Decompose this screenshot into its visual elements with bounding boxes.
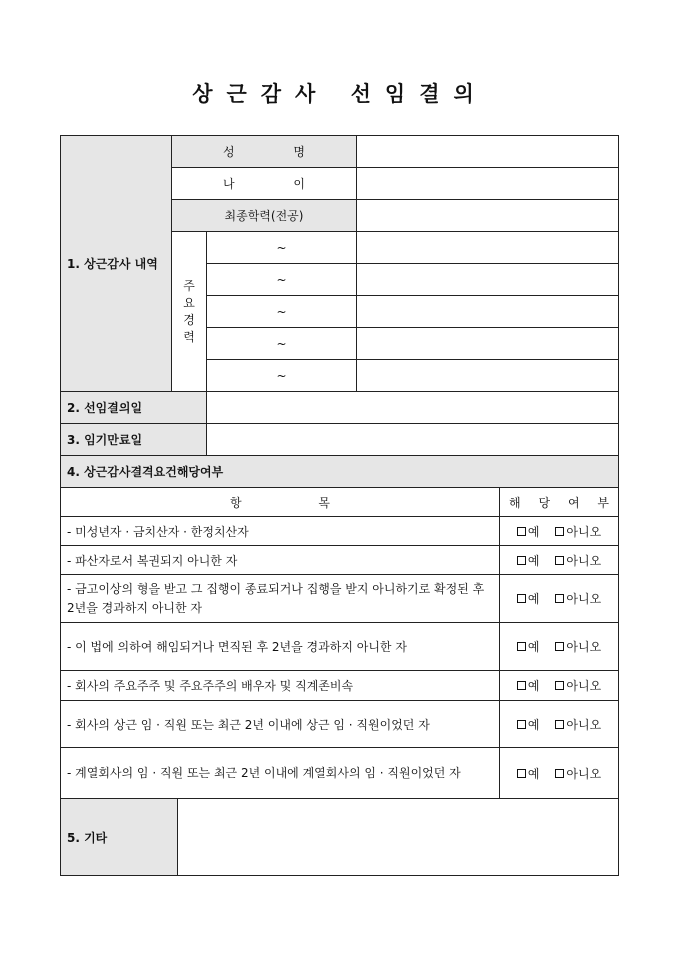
career-period: ~ <box>206 295 357 328</box>
career-detail <box>356 231 619 264</box>
name-label: 성 명 <box>171 135 357 168</box>
criteria-check <box>499 574 619 623</box>
criteria-check <box>499 700 619 748</box>
career-period: ~ <box>206 359 357 392</box>
criteria-check <box>499 747 619 799</box>
age-value <box>356 167 619 200</box>
career-detail <box>356 263 619 296</box>
col-applicable-header: 해 당 여 부 <box>499 487 619 517</box>
no-checkbox[interactable]: 아니오 <box>555 716 601 733</box>
section5-value <box>177 798 619 876</box>
yes-checkbox[interactable]: 예 <box>517 523 540 540</box>
no-checkbox[interactable]: 아니오 <box>555 765 601 782</box>
criteria-row: - 이 법에 의하여 해임되거나 면직된 후 2년을 경과하지 아니한 자 <box>60 622 500 671</box>
criteria-check <box>499 622 619 671</box>
yes-checkbox[interactable]: 예 <box>517 677 540 694</box>
section3-label: 3. 임기만료일 <box>60 423 207 456</box>
criteria-row: - 미성년자 · 금치산자 · 한정치산자 <box>60 516 500 546</box>
criteria-row: - 금고이상의 형을 받고 그 집행이 종료되거나 집행을 받지 아니하기로 확정된 후 2년을 경과하지 아니한 자 <box>60 574 500 623</box>
education-label: 최종학력(전공) <box>171 199 357 232</box>
section2-label: 2. 선임결의일 <box>60 391 207 424</box>
career-label: 주 요 경 력 <box>171 231 207 392</box>
career-period: ~ <box>206 263 357 296</box>
section3-value <box>206 423 619 456</box>
section2-value <box>206 391 619 424</box>
name-value <box>356 135 619 168</box>
no-checkbox[interactable]: 아니오 <box>555 523 601 540</box>
no-checkbox[interactable]: 아니오 <box>555 552 601 569</box>
col-item-header: 항 목 <box>60 487 500 517</box>
no-checkbox[interactable]: 아니오 <box>555 590 601 607</box>
criteria-check <box>499 670 619 701</box>
criteria-row: - 파산자로서 복권되지 아니한 자 <box>60 545 500 575</box>
yes-checkbox[interactable]: 예 <box>517 765 540 782</box>
yes-checkbox[interactable]: 예 <box>517 590 540 607</box>
document-title: 상근감사 선임결의 <box>192 81 488 106</box>
education-value <box>356 199 619 232</box>
criteria-row: - 회사의 주요주주 및 주요주주의 배우자 및 직계존비속 <box>60 670 500 701</box>
section1-label: 1. 상근감사 내역 <box>60 135 172 392</box>
criteria-row: - 계열회사의 임 · 직원 또는 최근 2년 이내에 계열회사의 임 · 직원이었던 자 <box>60 747 500 799</box>
no-checkbox[interactable]: 아니오 <box>555 638 601 655</box>
career-detail <box>356 295 619 328</box>
career-detail <box>356 327 619 360</box>
section5-label: 5. 기타 <box>60 798 178 876</box>
yes-checkbox[interactable]: 예 <box>517 638 540 655</box>
section4-label: 4. 상근감사결격요건해당여부 <box>60 455 619 488</box>
career-period: ~ <box>206 231 357 264</box>
yes-checkbox[interactable]: 예 <box>517 552 540 569</box>
criteria-check <box>499 516 619 546</box>
criteria-check <box>499 545 619 575</box>
career-period: ~ <box>206 327 357 360</box>
age-label: 나 이 <box>171 167 357 200</box>
career-detail <box>356 359 619 392</box>
criteria-row: - 회사의 상근 임 · 직원 또는 최근 2년 이내에 상근 임 · 직원이었던 자 <box>60 700 500 748</box>
no-checkbox[interactable]: 아니오 <box>555 677 601 694</box>
yes-checkbox[interactable]: 예 <box>517 716 540 733</box>
